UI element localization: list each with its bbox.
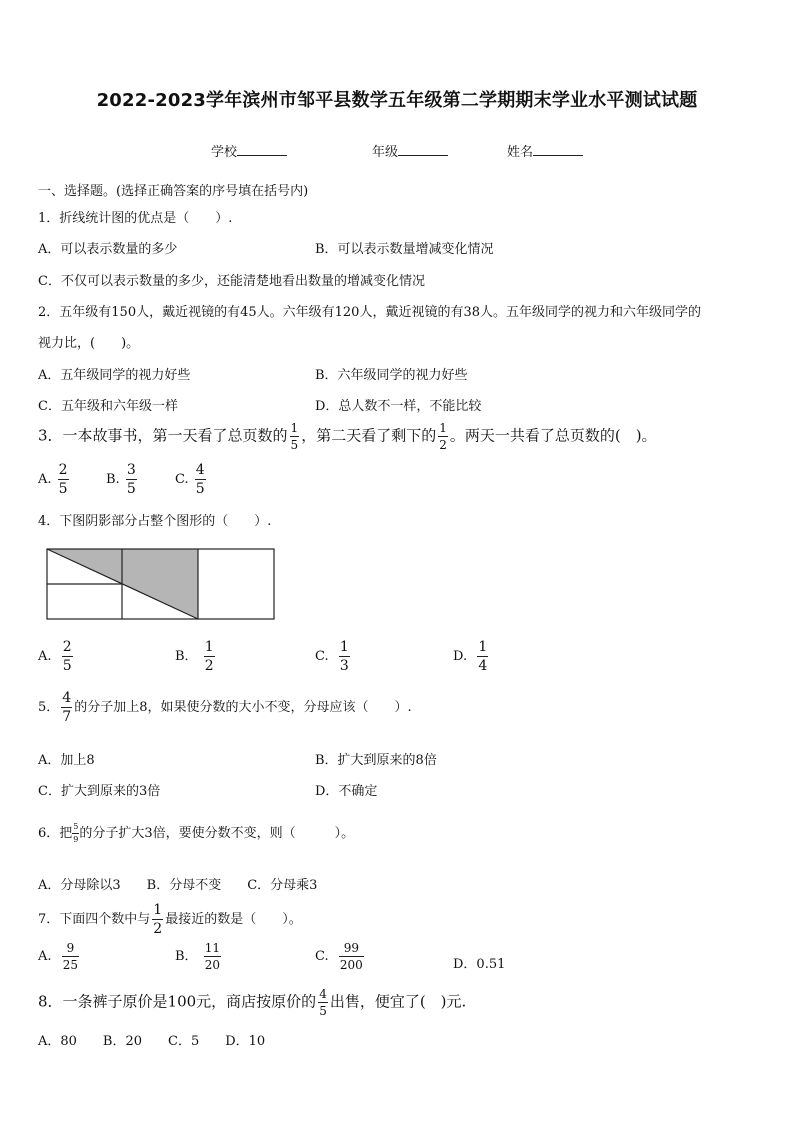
q3-stem-part1: 3．一本故事书，第一天看了总页数的 bbox=[38, 426, 288, 445]
q3-stem bbox=[38, 422, 657, 451]
q5-option-a[interactable]: A．加上8 bbox=[38, 753, 95, 768]
q1-option-b[interactable]: B．可以表示数量增减变化情况 bbox=[315, 242, 494, 257]
q4-stem: 4．下图阴影部分占整个图形的（ ）. bbox=[38, 514, 272, 529]
q5-fraction: $\frac{4}{7}$ bbox=[62, 690, 72, 725]
school-label: 学校 bbox=[211, 145, 238, 160]
q6-fraction: $\frac{5}{9}$ bbox=[73, 822, 79, 844]
q3-option-b[interactable]: B. $\frac{3}{5}$ bbox=[106, 462, 136, 497]
q2-option-b[interactable]: B．六年级同学的视力好些 bbox=[315, 368, 468, 383]
grade-label: 年级 bbox=[372, 145, 399, 160]
q4-option-d[interactable]: D. $\frac{1}{4}$ bbox=[453, 639, 488, 674]
q8-fraction: $\frac{4}{5}$ bbox=[319, 987, 327, 1018]
q2-stem-line1: 2．五年级有150人，戴近视镜的有45人。六年级有120人，戴近视镜的有38人。五年级同学的视力和六年级同学的 bbox=[38, 305, 701, 320]
q3-option-a[interactable]: A. $\frac{2}{5}$ bbox=[38, 462, 68, 497]
q7-fraction: $\frac{1}{2}$ bbox=[153, 902, 163, 937]
q1-option-c[interactable]: C．不仅可以表示数量的多少，还能清楚地看出数量的增减变化情况 bbox=[38, 274, 425, 289]
q7-option-c[interactable]: C. $\frac{99}{200}$ bbox=[315, 941, 363, 972]
q4-option-c[interactable]: C. $\frac{1}{3}$ bbox=[315, 639, 349, 674]
q3-option-c[interactable]: C. $\frac{4}{5}$ bbox=[175, 462, 205, 497]
q2-option-a[interactable]: A．五年级同学的视力好些 bbox=[38, 368, 191, 383]
q2-option-d[interactable]: D．总人数不一样，不能比较 bbox=[315, 399, 482, 414]
q2-stem-line2: 视力比，( )。 bbox=[38, 336, 140, 351]
q2-option-c[interactable]: C．五年级和六年级一样 bbox=[38, 399, 178, 414]
q3-fraction-2: $\frac{1}{2}$ bbox=[439, 421, 447, 452]
q7-option-a[interactable]: A. $\frac{9}{25}$ bbox=[38, 941, 79, 972]
q6-stem: 6．把 $\frac{5}{9}$ 的分子扩大3倍，要使分数不变，则（ ）。 bbox=[38, 822, 355, 844]
q3-fraction-1: $\frac{1}{5}$ bbox=[290, 421, 299, 452]
name-blank[interactable] bbox=[533, 144, 583, 156]
q5-option-c[interactable]: C．扩大到原来的3倍 bbox=[38, 784, 161, 799]
q6-options[interactable]: A．分母除以3 B．分母不变 C．分母乘3 bbox=[38, 878, 318, 893]
name-field[interactable] bbox=[507, 141, 583, 160]
q5-option-d[interactable]: D．不确定 bbox=[315, 784, 378, 799]
q8-stem: 8．一条裤子原价是100元，商店按原价的 $\frac{4}{5}$ 出售，便宜了( )元. bbox=[38, 987, 467, 1018]
q7-option-d[interactable]: D．0.51 bbox=[453, 957, 506, 972]
q3-stem-part2: ，第二天看了剩下的 bbox=[301, 426, 437, 445]
q4-option-a[interactable]: A. $\frac{2}{5}$ bbox=[38, 639, 72, 674]
q1-stem: 1．折线统计图的优点是（ ）. bbox=[38, 211, 233, 226]
q3-stem-part3: 。两天一共看了总页数的( )。 bbox=[449, 426, 657, 445]
school-field[interactable] bbox=[211, 141, 287, 160]
name-label: 姓名 bbox=[507, 145, 534, 160]
section-heading: 一、选择题。(选择正确答案的序号填在括号内) bbox=[38, 184, 309, 199]
grade-field[interactable] bbox=[372, 141, 448, 160]
q8-options[interactable]: A．80 B．20 C．5 D．10 bbox=[38, 1034, 266, 1049]
q5-stem: 5． $\frac{4}{7}$ 的分子加上8，如果使分数的大小不变，分母应该（ ）. bbox=[38, 690, 412, 725]
q4-shaded-figure bbox=[46, 547, 276, 622]
q5-option-b[interactable]: B．扩大到原来的8倍 bbox=[315, 753, 437, 768]
q4-option-b[interactable]: B． $\frac{1}{2}$ bbox=[175, 639, 214, 674]
q1-option-a[interactable]: A．可以表示数量的多少 bbox=[38, 242, 178, 257]
q7-option-b[interactable]: B． $\frac{11}{20}$ bbox=[175, 941, 220, 972]
grade-blank[interactable] bbox=[398, 144, 448, 156]
school-blank[interactable] bbox=[237, 144, 287, 156]
q7-stem: 7．下面四个数中与 $\frac{1}{2}$ 最接近的数是（ ）。 bbox=[38, 902, 302, 937]
page-title: 2022-2023学年滨州市邹平县数学五年级第二学期期末学业水平测试试题 bbox=[96, 90, 698, 111]
